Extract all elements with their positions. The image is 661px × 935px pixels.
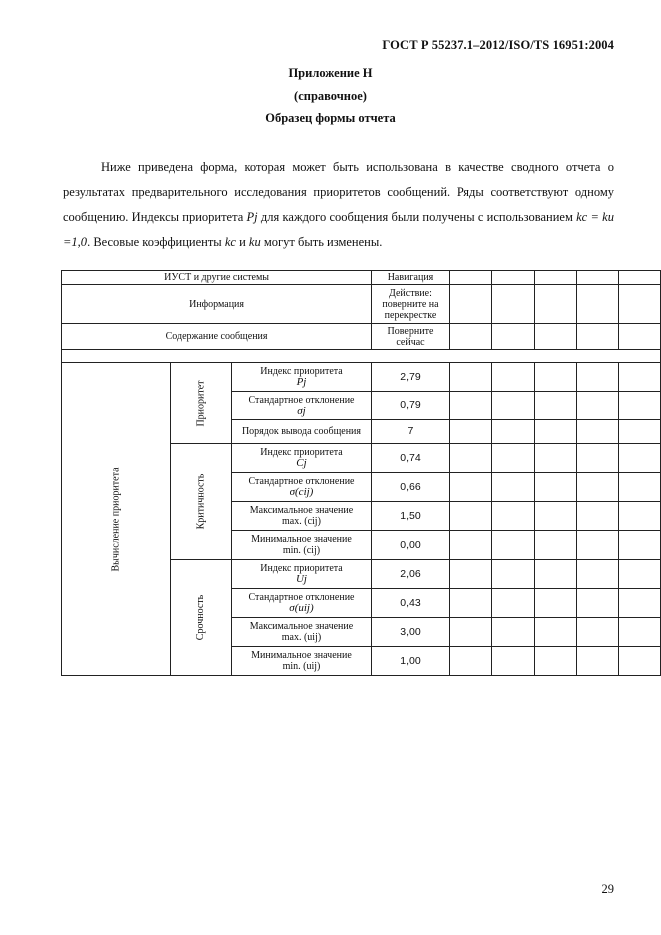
empty-cell: [534, 589, 576, 618]
info-value: Действие: поверните на перекрестке: [372, 285, 450, 324]
group-label: Вычисление приоритета: [110, 466, 122, 572]
table-row: [62, 285, 661, 324]
urgency-min-label: Минимальное значение: [251, 650, 352, 661]
intro-part2: для каждого сообщения были получены с использованием: [257, 210, 577, 224]
empty-cell: [619, 589, 661, 618]
empty-cell: [492, 560, 534, 589]
intro-and: и: [235, 235, 249, 249]
empty-cell: [577, 392, 619, 420]
empty-cell: [492, 531, 534, 560]
priority-sd-value: 0,79: [372, 392, 450, 420]
urgency-sd-value: 0,43: [372, 589, 450, 618]
intro-equation: kc = ku =1,0: [63, 210, 614, 249]
empty-cell: [619, 473, 661, 502]
appendix-title: Приложение Н: [288, 66, 373, 80]
empty-cell: [449, 618, 491, 647]
empty-cell: [534, 420, 576, 444]
urgency-max-label: Максимальное значение: [249, 621, 354, 632]
empty-cell: [492, 444, 534, 473]
empty-cell: [577, 324, 619, 350]
group-label-cell: [62, 363, 171, 676]
empty-cell: [534, 502, 576, 531]
empty-cell: [619, 363, 661, 392]
urgency-max-sym: max. (uij): [281, 632, 322, 643]
empty-cell: [492, 271, 534, 285]
intro-kc: kc: [224, 235, 236, 249]
priority-order-value: 7: [372, 420, 450, 444]
urgency-sd-sym: σ(uij): [289, 602, 314, 614]
empty-cell: [577, 618, 619, 647]
intro-part4: могут быть изменены.: [260, 235, 383, 249]
standard-header: ГОСТ Р 55237.1–2012/ISO/TS 16951:2004: [382, 38, 614, 52]
empty-cell: [534, 363, 576, 392]
urgency-min-sym: min. (uij): [282, 661, 321, 672]
empty-cell: [577, 473, 619, 502]
empty-cell: [619, 560, 661, 589]
page-number: 29: [601, 882, 614, 896]
criticality-min-value: 0,00: [372, 531, 450, 560]
urgency-min-value: 1,00: [372, 647, 450, 676]
empty-cell: [534, 271, 576, 285]
empty-cell: [577, 285, 619, 324]
spacer-row: [62, 350, 661, 363]
empty-cell: [619, 618, 661, 647]
content-label: Содержание сообщения: [62, 324, 372, 350]
empty-cell: [492, 324, 534, 350]
criticality-max-cell: [231, 502, 371, 531]
appendix-status: (справочное): [294, 89, 367, 103]
empty-cell: [492, 420, 534, 444]
report-form-table: [61, 270, 661, 676]
info-label: Информация: [62, 285, 372, 324]
empty-cell: [449, 531, 491, 560]
empty-cell: [619, 420, 661, 444]
empty-cell: [577, 271, 619, 285]
criticality-sd-value: 0,66: [372, 473, 450, 502]
empty-cell: [449, 589, 491, 618]
empty-cell: [534, 560, 576, 589]
empty-cell: [62, 350, 661, 363]
urgency-min-cell: [231, 647, 371, 676]
criticality-min-cell: [231, 531, 371, 560]
empty-cell: [449, 271, 491, 285]
criticality-index-sym: Cj: [296, 457, 307, 469]
empty-cell: [577, 420, 619, 444]
empty-cell: [619, 271, 661, 285]
empty-cell: [492, 647, 534, 676]
criticality-label-cell: [171, 444, 232, 560]
empty-cell: [492, 502, 534, 531]
content-value: Поверните сейчас: [372, 324, 450, 350]
intro-ku: ku: [248, 235, 261, 249]
empty-cell: [619, 647, 661, 676]
urgency-label: Срочность: [195, 594, 207, 641]
urgency-max-cell: [231, 618, 371, 647]
empty-cell: [577, 589, 619, 618]
empty-cell: [492, 392, 534, 420]
system-value: Навигация: [372, 271, 450, 285]
empty-cell: [534, 285, 576, 324]
empty-cell: [449, 560, 491, 589]
criticality-index-value: 0,74: [372, 444, 450, 473]
empty-cell: [449, 420, 491, 444]
criticality-sd-sym: σ(cij): [289, 486, 314, 498]
intro-sym-pj: Pj: [246, 210, 258, 224]
priority-index-label: Индекс приоритета: [260, 366, 343, 377]
empty-cell: [449, 647, 491, 676]
criticality-index-label: Индекс приоритета: [260, 447, 343, 458]
empty-cell: [577, 531, 619, 560]
empty-cell: [577, 502, 619, 531]
intro-part1: Ниже приведена форма, которая может быть использована в качестве сводного отчета о результатах предварительного исследования приоритетов сообщений. Ряды соответствуют одному сообщению. Индексы приоритета: [63, 160, 614, 224]
empty-cell: [534, 392, 576, 420]
empty-cell: [577, 363, 619, 392]
table-row: [62, 324, 661, 350]
urgency-sd-cell: [231, 589, 371, 618]
empty-cell: [449, 324, 491, 350]
intro-paragraph: [63, 155, 614, 255]
table-row: [62, 271, 661, 285]
empty-cell: [449, 392, 491, 420]
priority-sd-sym: σj: [297, 404, 306, 417]
criticality-max-label: Максимальное значение: [249, 505, 354, 516]
urgency-label-cell: [171, 560, 232, 676]
priority-order-label: Порядок вывода сообщения: [231, 420, 371, 444]
priority-sd-cell: [231, 392, 371, 420]
criticality-index-cell: [231, 444, 371, 473]
priority-index-value: 2,79: [372, 363, 450, 392]
priority-sd-label: Стандартное отклонение: [248, 394, 355, 406]
empty-cell: [619, 392, 661, 420]
urgency-max-value: 3,00: [372, 618, 450, 647]
intro-part3: . Весовые коэффициенты: [87, 235, 225, 249]
empty-cell: [534, 324, 576, 350]
empty-cell: [449, 285, 491, 324]
system-label: ИУСТ и другие системы: [62, 271, 372, 285]
criticality-min-label: Минимальное значение: [251, 534, 352, 545]
empty-cell: [577, 560, 619, 589]
criticality-max-value: 1,50: [372, 502, 450, 531]
empty-cell: [577, 647, 619, 676]
empty-cell: [492, 589, 534, 618]
priority-index-cell: [231, 363, 371, 392]
empty-cell: [449, 444, 491, 473]
empty-cell: [534, 647, 576, 676]
empty-cell: [449, 502, 491, 531]
table-row: [62, 363, 661, 392]
appendix-subtitle: Образец формы отчета: [265, 111, 396, 125]
criticality-sd-cell: [231, 473, 371, 502]
urgency-sd-label: Стандартное отклонение: [248, 592, 355, 603]
criticality-max-sym: max. (cij): [282, 516, 321, 527]
urgency-index-label: Индекс приоритета: [260, 563, 343, 574]
criticality-sd-label: Стандартное отклонение: [248, 476, 355, 487]
empty-cell: [619, 502, 661, 531]
criticality-min-sym: min. (cij): [282, 545, 321, 556]
empty-cell: [534, 473, 576, 502]
criticality-label: Критичность: [195, 473, 207, 530]
empty-cell: [534, 618, 576, 647]
empty-cell: [449, 473, 491, 502]
urgency-index-sym: Uj: [295, 573, 307, 585]
priority-label: Приоритет: [195, 379, 207, 427]
empty-cell: [534, 531, 576, 560]
empty-cell: [619, 531, 661, 560]
empty-cell: [619, 444, 661, 473]
empty-cell: [492, 363, 534, 392]
priority-index-sym: Pj: [296, 376, 307, 388]
empty-cell: [577, 444, 619, 473]
empty-cell: [492, 618, 534, 647]
priority-label-cell: [171, 363, 232, 444]
empty-cell: [619, 285, 661, 324]
empty-cell: [619, 324, 661, 350]
urgency-index-cell: [231, 560, 371, 589]
urgency-index-value: 2,06: [372, 560, 450, 589]
empty-cell: [449, 363, 491, 392]
empty-cell: [534, 444, 576, 473]
empty-cell: [492, 473, 534, 502]
empty-cell: [492, 285, 534, 324]
